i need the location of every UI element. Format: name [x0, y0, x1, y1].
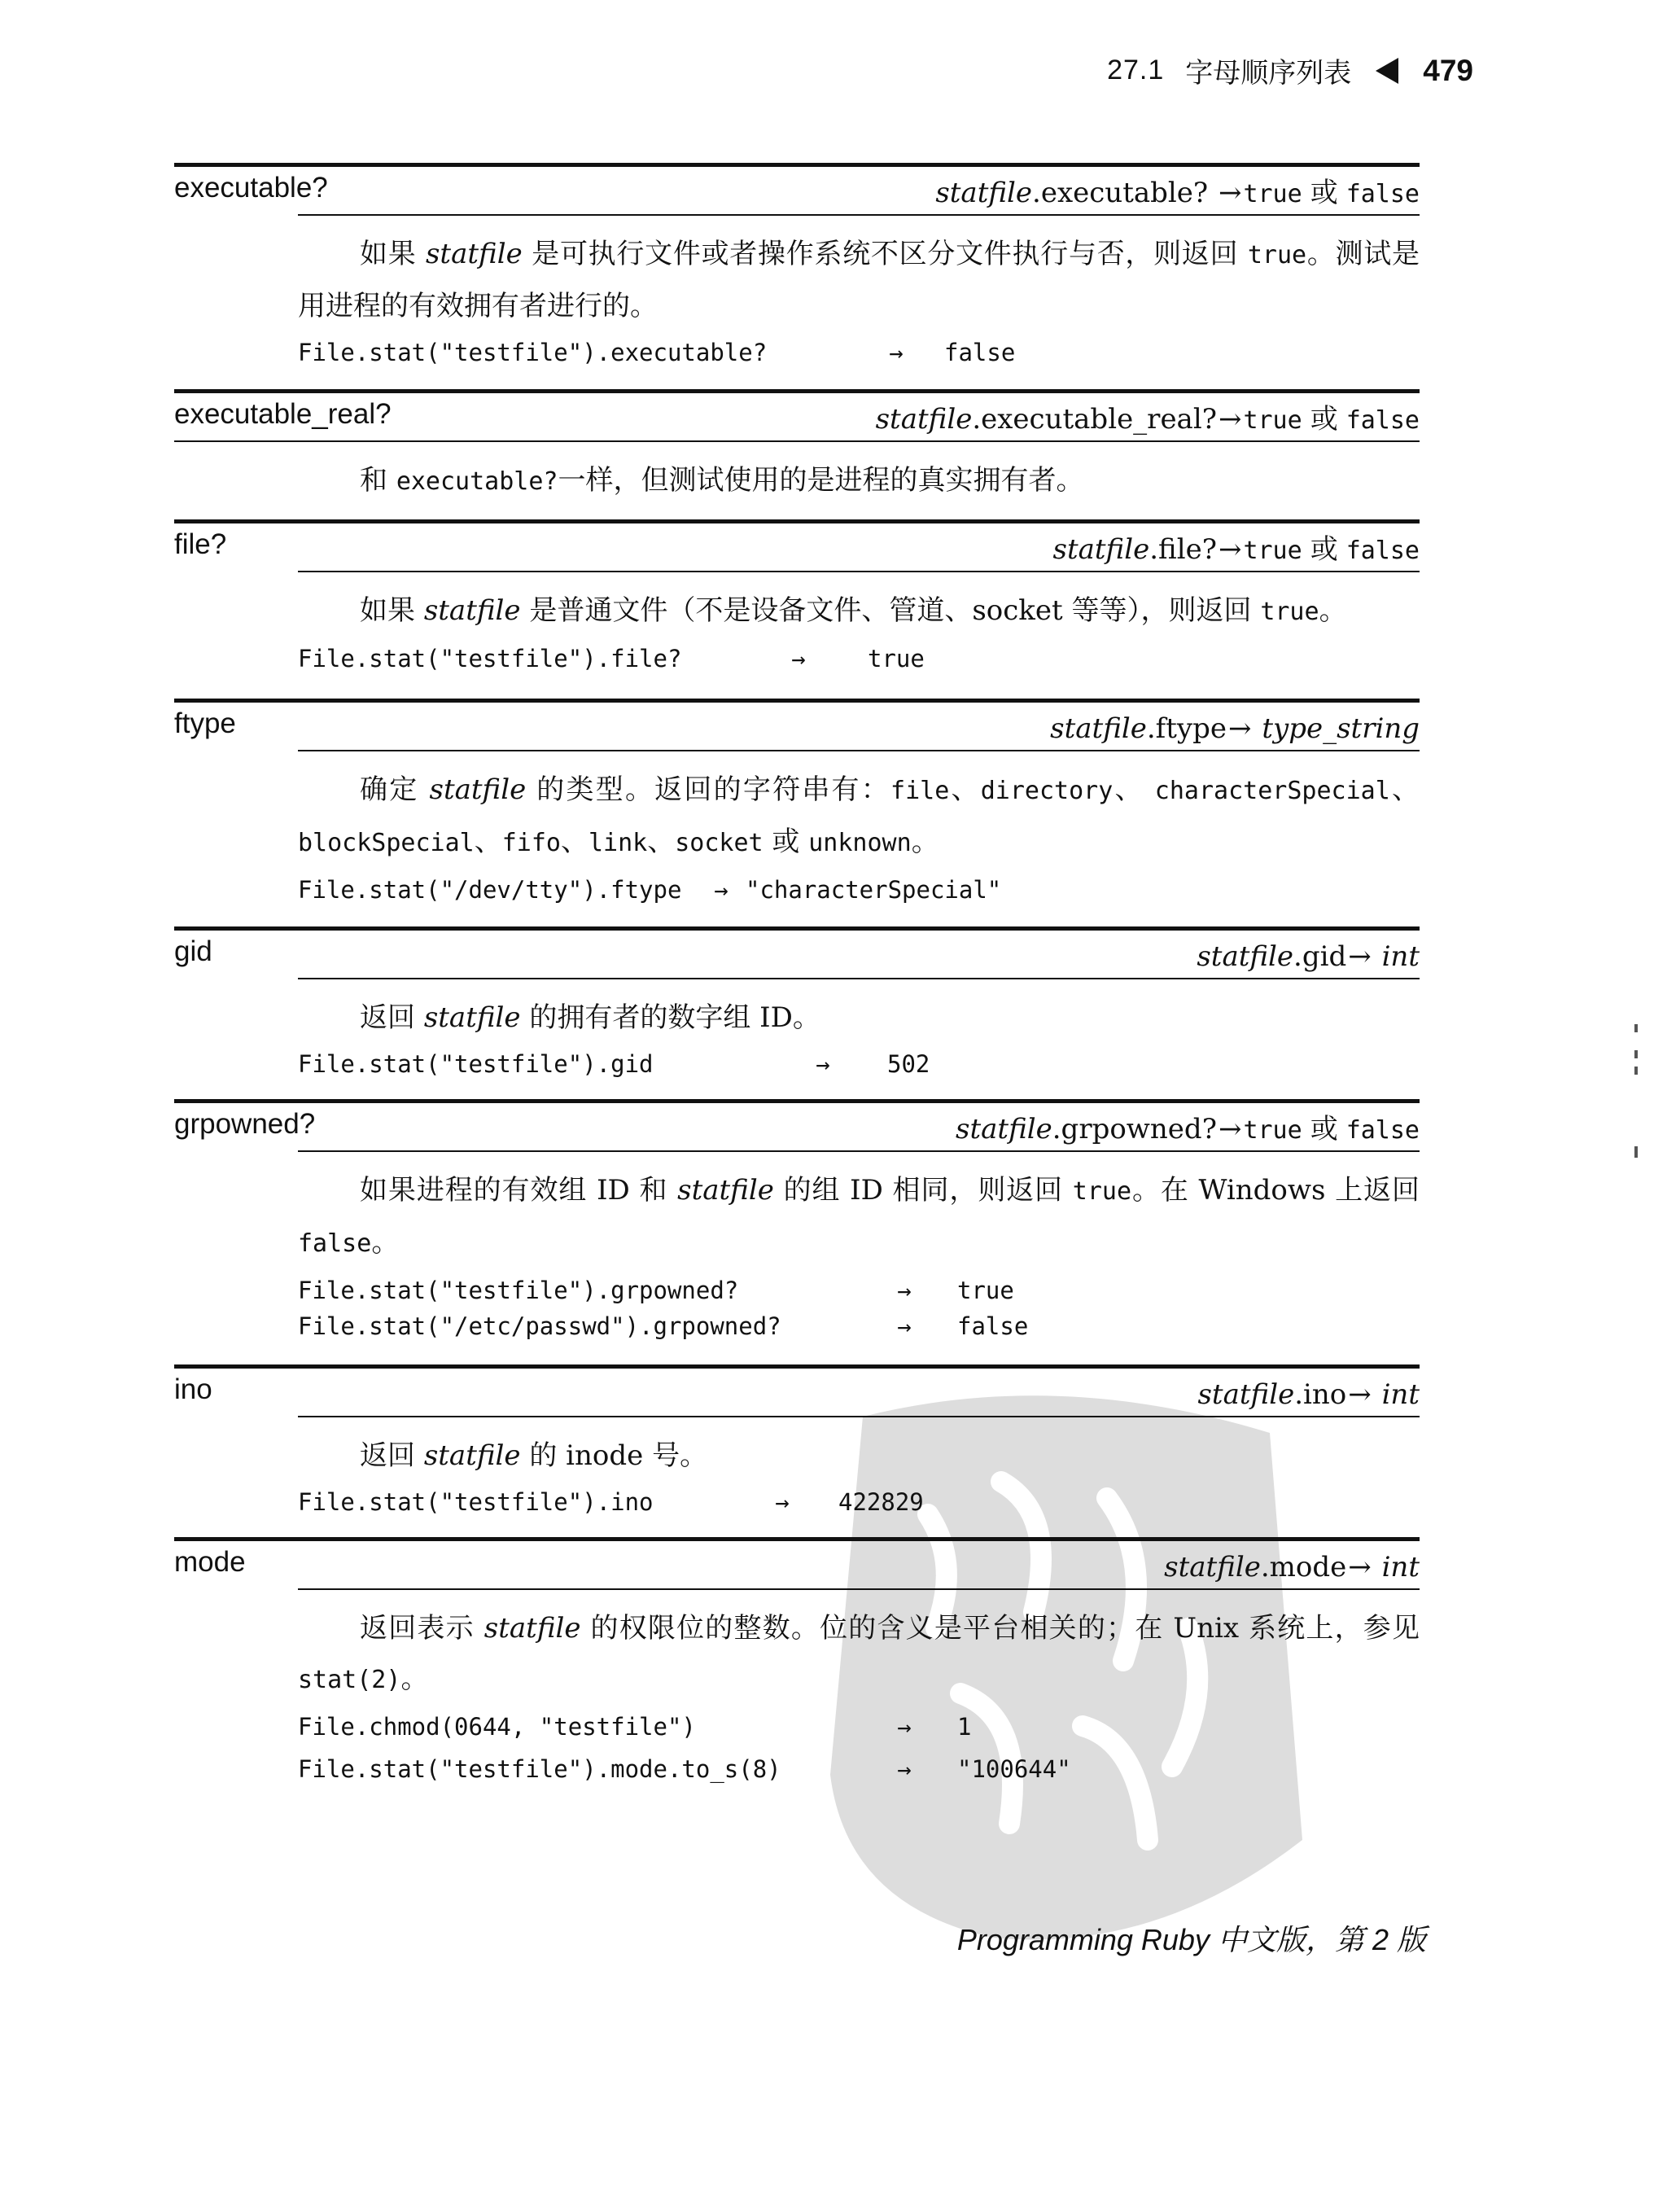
- desc-text: 是普通文件（不是设备文件、管道、socket 等等），则返回: [520, 594, 1261, 627]
- method-name: grpowned?: [174, 1108, 316, 1140]
- book-footer: Programming Ruby 中文版，第 2 版: [956, 1923, 1426, 1956]
- scan-mark: [1634, 1050, 1638, 1058]
- desc-text: 的类型。返回的字符串有：: [526, 773, 891, 806]
- method-signature: [174, 398, 1420, 442]
- entry-header: [174, 926, 1420, 981]
- sig-receiver: statfile: [1052, 533, 1150, 566]
- example-arrow: →: [897, 1277, 912, 1304]
- entry-ino: [174, 1364, 1420, 1520]
- desc-text: 返回表示: [360, 1612, 484, 1645]
- entry-header: [174, 1099, 1420, 1154]
- example-arrow: →: [889, 339, 904, 366]
- desc-code: executable?: [396, 467, 558, 496]
- sig-method: .gid: [1293, 940, 1347, 973]
- method-signature: [298, 528, 1420, 572]
- example-result: true: [868, 645, 925, 672]
- desc-receiver: statfile: [483, 1612, 581, 1645]
- desc-code: directory: [980, 777, 1114, 805]
- example-result: 502: [887, 1050, 930, 1078]
- method-signature: [298, 1546, 1420, 1590]
- entry-body: [174, 1419, 1420, 1520]
- sig-receiver: statfile: [1164, 1551, 1261, 1583]
- sig-return-type: int: [1381, 1378, 1420, 1411]
- example-code: File.chmod(0644, "testfile"): [298, 1713, 696, 1741]
- sig-conjunction: 或: [1310, 1113, 1338, 1145]
- desc-text: 。测试是用进程的有效拥有者进行的。: [298, 238, 1420, 322]
- entry-description: [298, 1430, 1420, 1481]
- method-name: ftype: [174, 707, 236, 739]
- desc-text: 、: [647, 826, 676, 858]
- method-name: gid: [174, 935, 212, 967]
- entry-header: [174, 163, 1420, 217]
- entry-header: [174, 519, 1420, 574]
- method-name: ino: [174, 1373, 212, 1405]
- sig-return-false: false: [1345, 406, 1420, 435]
- entry-description: [298, 1165, 1420, 1269]
- entry-header: [174, 389, 1420, 444]
- sig-conjunction: 或: [1310, 533, 1338, 566]
- example-code: File.stat("testfile").gid: [298, 1050, 654, 1078]
- sig-method: .file?: [1149, 533, 1217, 566]
- sig-conjunction: 或: [1310, 177, 1338, 209]
- desc-text: 是可执行文件或者操作系统不区分文件执行与否，则返回: [522, 238, 1248, 270]
- desc-text: 的拥有者的数字组 ID。: [520, 1001, 820, 1034]
- desc-text: 或: [763, 826, 809, 858]
- entry-description: [298, 764, 1420, 869]
- entry-body: [174, 574, 1420, 677]
- method-signature: [298, 172, 1420, 216]
- desc-code: characterSpecial: [1154, 777, 1390, 805]
- sig-method: .ino: [1294, 1378, 1347, 1411]
- example-code: File.stat("testfile").file?: [298, 645, 682, 672]
- sig-method: .mode: [1260, 1551, 1347, 1583]
- sig-return-true: true: [1243, 537, 1302, 565]
- example-code: File.stat("/etc/passwd").grpowned?: [298, 1312, 781, 1340]
- code-example: [298, 872, 1420, 908]
- example-result: 422829: [838, 1488, 924, 1516]
- sig-receiver: statfile: [956, 1113, 1052, 1145]
- desc-text: 。在 Windows 上返回: [1131, 1174, 1420, 1207]
- entry-mode: [174, 1537, 1420, 1787]
- example-result: false: [957, 1312, 1029, 1340]
- entry-body: [174, 753, 1420, 908]
- sig-return-true: true: [1243, 1116, 1302, 1145]
- code-example: [298, 1709, 1420, 1745]
- sig-return-true: true: [1243, 180, 1302, 208]
- method-name: mode: [174, 1546, 246, 1578]
- page-number: 479: [1423, 53, 1473, 87]
- sig-receiver: statfile: [875, 403, 973, 436]
- sig-return-true: true: [1243, 406, 1302, 435]
- code-example: [298, 1484, 1420, 1520]
- desc-text: 、: [1113, 773, 1155, 806]
- sig-receiver: statfile: [935, 177, 1033, 209]
- sig-return-false: false: [1345, 1116, 1420, 1145]
- scan-mark: [1634, 1146, 1638, 1158]
- sig-receiver: statfile: [1050, 712, 1147, 745]
- desc-text: 。: [371, 1226, 400, 1259]
- example-result: 1: [957, 1713, 972, 1741]
- sig-arrow: →: [1218, 1113, 1242, 1145]
- example-arrow: →: [897, 1755, 912, 1783]
- sig-arrow: →: [1228, 712, 1261, 745]
- code-example: [298, 1751, 1420, 1787]
- sig-method: .ftype: [1146, 712, 1227, 745]
- section-title: 字母顺序列表: [1185, 58, 1352, 89]
- method-signature: [298, 707, 1420, 751]
- desc-receiver: statfile: [423, 1001, 521, 1034]
- desc-code: link: [588, 829, 648, 857]
- sig-method: .executable_real?: [972, 403, 1217, 436]
- method-name: executable_real?: [174, 398, 392, 430]
- example-arrow: →: [897, 1713, 912, 1741]
- sig-return-type: type_string: [1262, 712, 1420, 745]
- example-arrow: →: [816, 1050, 830, 1078]
- desc-text: 一样，但测试使用的是进程的真实拥有者。: [558, 464, 1084, 497]
- desc-receiver: statfile: [423, 1439, 521, 1472]
- example-result: "100644": [957, 1755, 1071, 1783]
- example-code: File.stat("testfile").grpowned?: [298, 1277, 739, 1304]
- code-example: [298, 1046, 1420, 1082]
- code-example: [298, 641, 1420, 677]
- desc-text: 。: [400, 1662, 429, 1695]
- example-result: false: [944, 339, 1016, 366]
- sig-receiver: statfile: [1197, 940, 1294, 973]
- desc-text: 。: [911, 826, 939, 858]
- example-result: true: [957, 1277, 1014, 1304]
- desc-code: fifo: [501, 829, 561, 857]
- sig-return-type: int: [1381, 1551, 1420, 1583]
- desc-text: 如果: [360, 238, 426, 270]
- sig-conjunction: 或: [1310, 403, 1338, 436]
- desc-code: true: [1072, 1177, 1132, 1206]
- desc-text: 的权限位的整数。位的含义是平台相关的；在 Unix 系统上，参见: [580, 1612, 1420, 1645]
- method-signature: [298, 1373, 1420, 1417]
- desc-text: 返回: [360, 1439, 424, 1472]
- entry-body: [174, 1154, 1420, 1344]
- desc-text: 、: [1389, 773, 1420, 806]
- entry-description: [298, 585, 1420, 637]
- example-result: "characterSpecial": [746, 876, 1002, 904]
- desc-code: false: [298, 1229, 372, 1258]
- entry-header: [174, 1364, 1420, 1419]
- running-head: [1107, 50, 1473, 90]
- sig-return-false: false: [1345, 537, 1420, 565]
- desc-text: 如果进程的有效组 ID 和: [360, 1174, 678, 1207]
- desc-text: 确定: [360, 773, 430, 806]
- sig-arrow: →: [1348, 940, 1380, 973]
- entry-description: [298, 1603, 1420, 1706]
- entry-description: [298, 992, 1420, 1043]
- code-example: [298, 1308, 1420, 1344]
- sig-return-false: false: [1345, 180, 1420, 208]
- entry-body: [174, 217, 1420, 370]
- code-example: [298, 335, 1420, 370]
- entry-body: [174, 1592, 1420, 1787]
- desc-text: 。: [1319, 594, 1347, 627]
- desc-receiver: statfile: [423, 594, 521, 627]
- page-marker-triangle-icon: [1376, 58, 1398, 84]
- desc-receiver: statfile: [677, 1174, 774, 1207]
- sig-arrow: →: [1218, 403, 1242, 436]
- entry-description: [298, 229, 1420, 331]
- example-arrow: →: [714, 876, 728, 904]
- desc-code: stat(2): [298, 1666, 401, 1694]
- example-code: File.stat("testfile").ino: [298, 1488, 654, 1516]
- desc-code: unknown: [808, 829, 912, 857]
- sig-arrow: →: [1218, 533, 1242, 566]
- sig-method: .grpowned?: [1052, 1113, 1217, 1145]
- method-name: file?: [174, 528, 227, 560]
- entry-description: [298, 455, 1420, 507]
- sig-method: .executable?: [1032, 177, 1217, 209]
- entry-body: [174, 444, 1420, 507]
- sig-receiver: statfile: [1197, 1378, 1295, 1411]
- desc-code: true: [1247, 241, 1307, 269]
- entry-executable: [174, 163, 1420, 370]
- method-name: executable?: [174, 172, 328, 204]
- example-arrow: →: [897, 1312, 912, 1340]
- desc-text: 的组 ID 相同，则返回: [773, 1174, 1073, 1207]
- desc-text: 如果: [360, 594, 424, 627]
- scan-mark: [1634, 1067, 1638, 1075]
- desc-code: blockSpecial: [298, 829, 475, 857]
- desc-code: true: [1260, 598, 1319, 626]
- entry-grpowned: [174, 1099, 1420, 1344]
- desc-text: 、: [474, 826, 502, 858]
- sig-arrow: →: [1218, 177, 1242, 209]
- desc-code: file: [890, 777, 950, 805]
- entry-ftype: [174, 699, 1420, 908]
- example-arrow: →: [791, 645, 806, 672]
- sig-arrow: →: [1348, 1378, 1380, 1411]
- desc-text: 和: [360, 464, 396, 497]
- entry-header: [174, 699, 1420, 753]
- desc-text: 、: [949, 773, 981, 806]
- example-arrow: →: [775, 1488, 790, 1516]
- sig-arrow: →: [1348, 1551, 1380, 1583]
- example-code: File.stat("testfile").mode.to_s(8): [298, 1755, 781, 1783]
- entry-body: [174, 981, 1420, 1082]
- example-code: File.stat("testfile").executable?: [298, 339, 768, 366]
- method-signature: [298, 935, 1420, 979]
- entry-executable-real: [174, 389, 1420, 507]
- code-example: [298, 1272, 1420, 1308]
- scan-mark: [1634, 1024, 1638, 1032]
- example-code: File.stat("/dev/tty").ftype: [298, 876, 682, 904]
- entry-header: [174, 1537, 1420, 1592]
- desc-text: 的 inode 号。: [520, 1439, 708, 1472]
- desc-text: 返回: [360, 1001, 424, 1034]
- section-number: 27.1: [1107, 55, 1165, 85]
- desc-receiver: statfile: [429, 773, 527, 806]
- entry-file: [174, 519, 1420, 677]
- sig-return-type: int: [1381, 940, 1420, 973]
- desc-text: 、: [561, 826, 588, 858]
- entry-gid: [174, 926, 1420, 1082]
- desc-receiver: statfile: [425, 238, 523, 270]
- desc-code: socket: [675, 829, 763, 857]
- method-signature: [298, 1108, 1420, 1152]
